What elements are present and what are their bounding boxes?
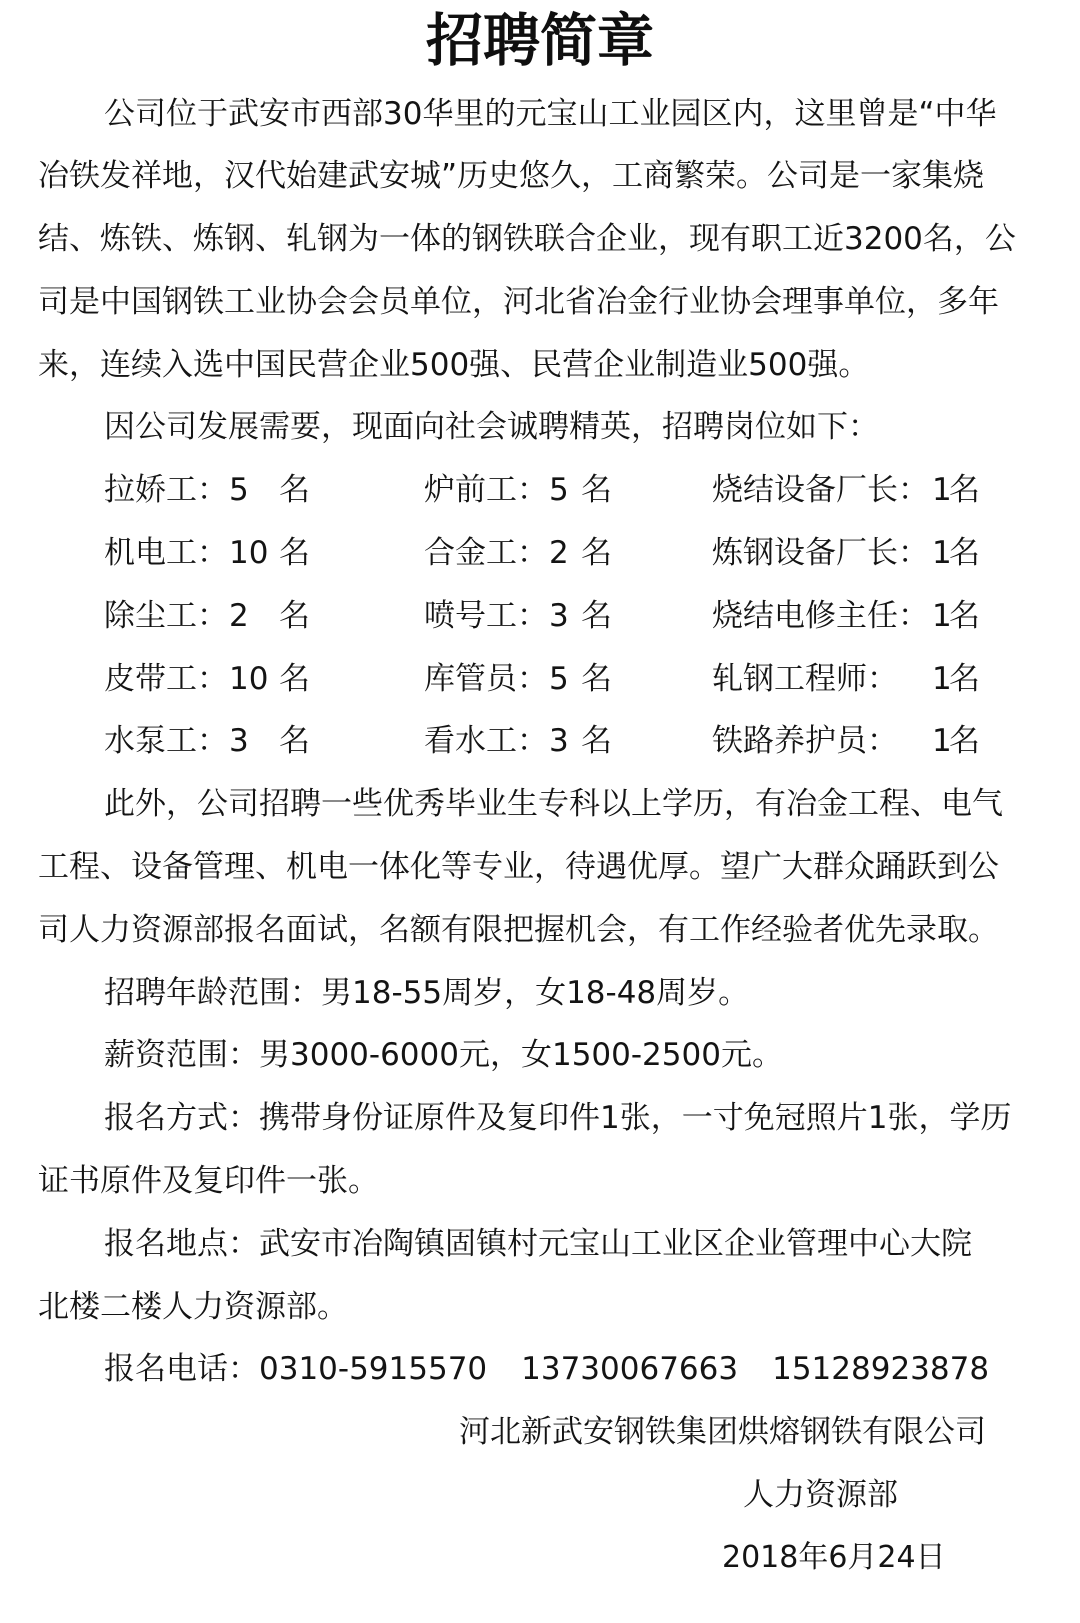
signature-date: 2018年6月24日 (722, 1539, 946, 1575)
position-title: 皮带工： (104, 660, 228, 697)
position-title: 喷号工： (424, 597, 548, 634)
intro-line: 司是中国钢铁工业协会会员单位，河北省冶金行业协会理事单位，多年 (38, 283, 999, 320)
position-unit: 名 (581, 723, 612, 760)
position-item (712, 648, 992, 711)
position-row (0, 522, 1080, 585)
position-count: 1 (932, 472, 952, 509)
position-count: 3 (549, 723, 569, 760)
position-unit: 名 (581, 472, 612, 509)
position-unit: 名 (279, 535, 310, 572)
position-title: 炉前工： (424, 472, 548, 509)
notice-body (0, 83, 1080, 1590)
graduates-line: 工程、设备管理、机电一体化等专业，待遇优厚。望广大群众踊跃到公 (38, 849, 999, 886)
position-title: 拉娇工： (104, 472, 228, 509)
signature-department: 人力资源部 (743, 1477, 898, 1514)
position-unit: 名 (581, 535, 612, 572)
position-unit: 名 (949, 597, 980, 634)
phone-line (0, 1338, 1080, 1401)
phone-number: 0310-5915570 (259, 1351, 488, 1388)
position-count: 1 (932, 597, 952, 634)
position-unit: 名 (581, 597, 612, 634)
position-item (104, 522, 314, 585)
position-count: 5 (229, 472, 249, 509)
positions-intro: 因公司发展需要，现面向社会诚聘精英，招聘岗位如下： (104, 409, 879, 446)
application-method-line: 报名方式：携带身份证原件及复印件1张，一寸免冠照片1张，学历 (104, 1100, 1012, 1137)
application-location-line: 北楼二楼人力资源部。 (38, 1288, 348, 1325)
position-title: 库管员： (424, 660, 548, 697)
application-location-line: 报名地点：武安市冶陶镇固镇村元宝山工业区企业管理中心大院 (104, 1225, 972, 1262)
position-item (104, 585, 314, 648)
position-title: 烧结电修主任： (712, 597, 929, 634)
intro-line: 公司位于武安市西部30华里的元宝山工业园区内，这里曾是“中华 (104, 95, 997, 132)
position-item (712, 710, 992, 773)
position-unit: 名 (949, 472, 980, 509)
position-title: 水泵工： (104, 723, 228, 760)
intro-line: 来，连续入选中国民营企业500强、民营企业制造业500强。 (38, 346, 870, 383)
position-count: 1 (932, 535, 952, 572)
page-title: 招聘简章 (426, 8, 654, 74)
phone-label: 报名电话： (104, 1351, 259, 1388)
position-count: 10 (229, 535, 269, 572)
position-title: 除尘工： (104, 597, 228, 634)
position-unit: 名 (279, 723, 310, 760)
position-row (0, 710, 1080, 773)
intro-line: 结、炼铁、炼钢、轧钢为一体的钢铁联合企业，现有职工近3200名，公 (38, 221, 1016, 258)
salary-range: 薪资范围：男3000-6000元，女1500-2500元。 (104, 1037, 783, 1074)
graduates-line: 司人力资源部报名面试，名额有限把握机会，有工作经验者优先录取。 (38, 911, 999, 948)
position-title: 烧结设备厂长： (712, 472, 929, 509)
position-title: 炼钢设备厂长： (712, 535, 929, 572)
signature-company: 河北新武安钢铁集团烘熔钢铁有限公司 (459, 1414, 986, 1451)
position-item (712, 522, 992, 585)
phone-number: 15128923878 (772, 1351, 990, 1388)
position-count: 3 (229, 723, 249, 760)
position-unit: 名 (279, 660, 310, 697)
position-title: 机电工： (104, 535, 228, 572)
position-row (0, 585, 1080, 648)
position-title: 轧钢工程师： (712, 660, 898, 697)
position-count: 5 (549, 660, 569, 697)
position-count: 3 (549, 597, 569, 634)
intro-line: 冶铁发祥地，汉代始建武安城”历史悠久，工商繁荣。公司是一家集烧 (38, 158, 985, 195)
application-method-line: 证书原件及复印件一张。 (38, 1163, 379, 1200)
position-title: 合金工： (424, 535, 548, 572)
position-unit: 名 (279, 597, 310, 634)
position-item (424, 522, 614, 585)
position-count: 10 (229, 660, 269, 697)
position-item (104, 459, 314, 522)
position-title: 看水工： (424, 723, 548, 760)
position-item (424, 648, 614, 711)
phone-number: 13730067663 (521, 1351, 739, 1388)
position-item (104, 648, 314, 711)
graduates-line: 此外，公司招聘一些优秀毕业生专科以上学历，有冶金工程、电气 (104, 786, 1003, 823)
position-count: 1 (932, 723, 952, 760)
position-unit: 名 (279, 472, 310, 509)
position-row (0, 459, 1080, 522)
position-count: 1 (932, 660, 952, 697)
position-count: 5 (549, 472, 569, 509)
age-range: 招聘年龄范围：男18-55周岁，女18-48周岁。 (104, 974, 750, 1011)
position-item (712, 585, 992, 648)
position-count: 2 (549, 535, 569, 572)
position-item (104, 710, 314, 773)
position-unit: 名 (581, 660, 612, 697)
position-unit: 名 (949, 723, 980, 760)
position-item (424, 710, 614, 773)
position-title: 铁路养护员： (712, 723, 898, 760)
position-item (424, 459, 614, 522)
position-unit: 名 (949, 535, 980, 572)
position-item (712, 459, 992, 522)
position-row (0, 648, 1080, 711)
position-item (424, 585, 614, 648)
position-count: 2 (229, 597, 249, 634)
position-unit: 名 (949, 660, 980, 697)
